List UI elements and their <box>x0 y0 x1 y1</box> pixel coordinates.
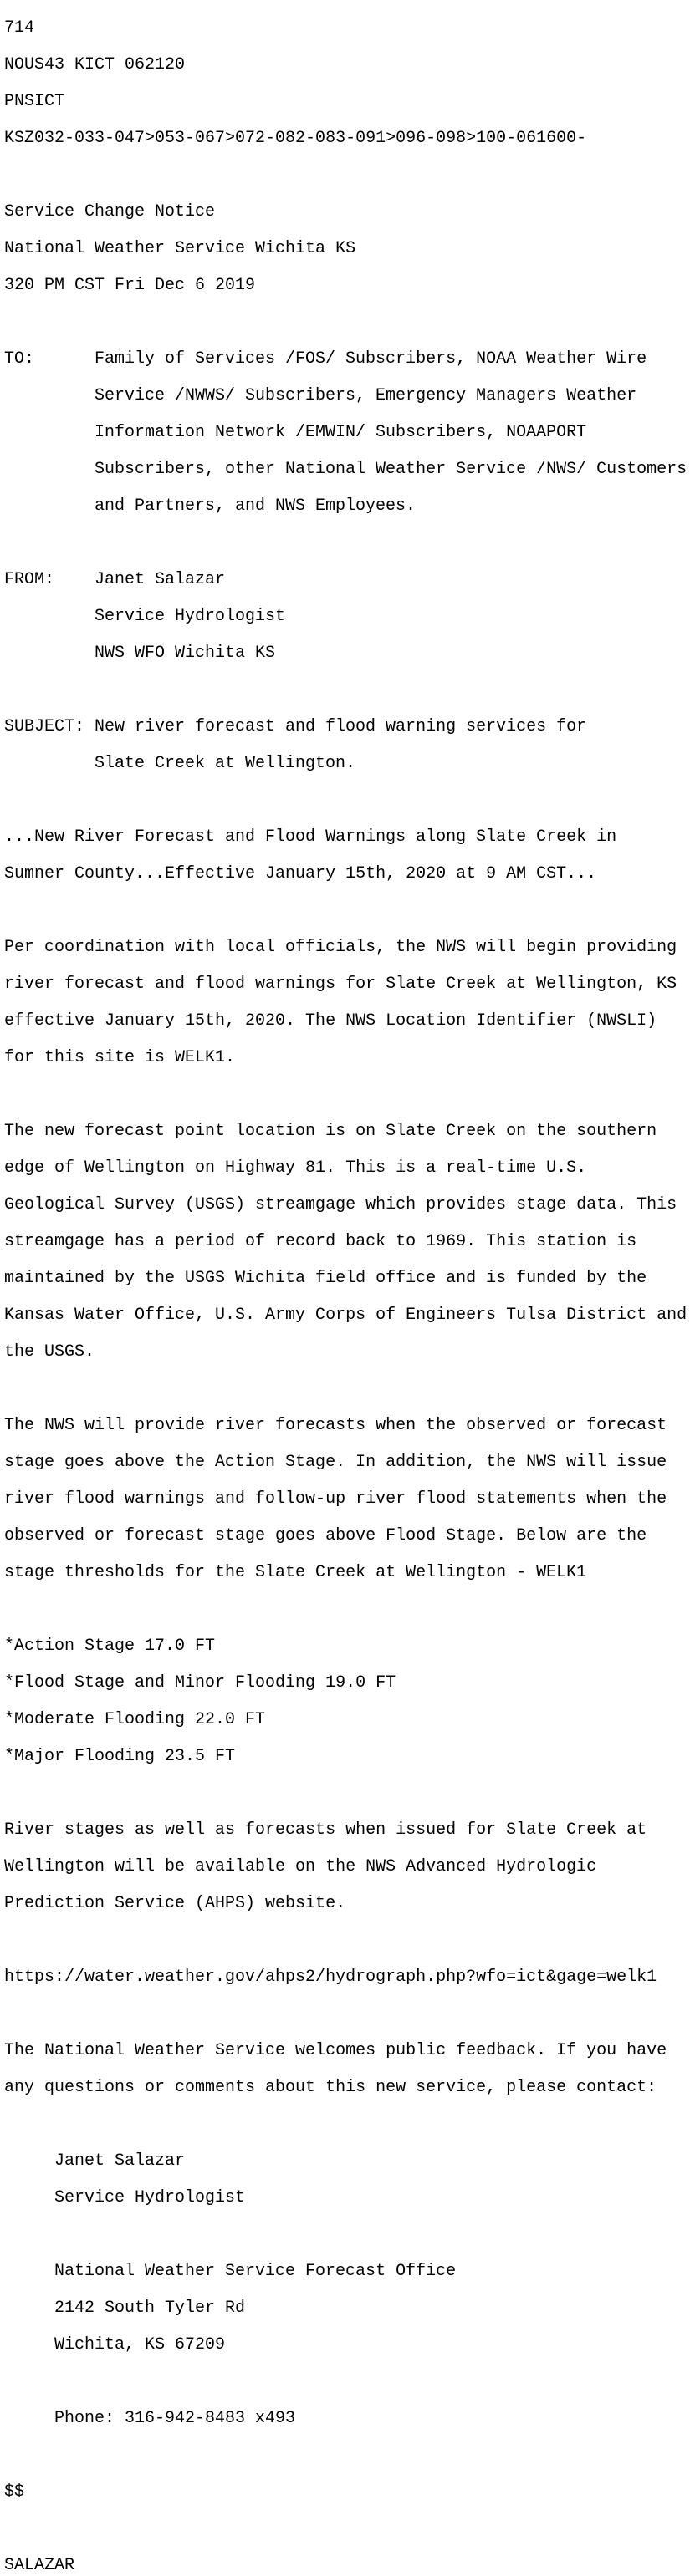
paragraph-line: The NWS will provide river forecasts when the observed or forecast <box>4 1416 667 1435</box>
headline-text: Sumner County...Effective January 15th, 2020 at 9 AM CST... <box>4 864 597 883</box>
paragraph-line: edge of Wellington on Highway 81. This is a real-time U.S. <box>4 1158 587 1178</box>
paragraph-line: Wellington will be available on the NWS Advanced Hydrologic <box>4 1857 597 1876</box>
issue-time: 320 PM CST Fri Dec 6 2019 <box>4 276 256 295</box>
blank-line <box>4 1932 690 1950</box>
paragraph-line: Kansas Water Office, U.S. Army Corps of Engineers Tulsa District and <box>4 1306 687 1325</box>
paragraph-line: Geological Survey (USGS) streamgage which provides stage data. This <box>4 1195 677 1214</box>
paragraph-line: Prediction Service (AHPS) website. <box>4 1894 346 1913</box>
blank-line <box>4 2226 690 2244</box>
from-label: FROM: <box>4 570 55 589</box>
paragraph-line: stage thresholds for the Slate Creek at Wellington - WELK1 <box>4 1563 587 1582</box>
blank-line <box>4 534 690 552</box>
blank-line <box>4 2373 690 2391</box>
blank-line <box>4 1086 690 1104</box>
contact-city: Wichita, KS 67209 <box>54 2335 226 2355</box>
paragraph-line: river flood warnings and follow-up river flood statements when the <box>4 1489 667 1509</box>
paragraph-line: River stages as well as forecasts when issued for Slate Creek at <box>4 1820 647 1840</box>
to-text: Family of Services /FOS/ Subscribers, NOAA Weather Wire <box>95 349 647 369</box>
paragraph-line: The new forecast point location is on Slate Creek on the southern <box>4 1122 657 1141</box>
blank-line <box>4 902 690 920</box>
author-signature: SALAZAR <box>4 2556 75 2575</box>
from-line <box>4 571 690 589</box>
from-text: Janet Salazar <box>95 570 226 589</box>
blank-line <box>4 1784 690 1803</box>
awips-id: PNSICT <box>4 92 65 111</box>
blank-line <box>4 681 690 700</box>
to-text: Information Network /EMWIN/ Subscribers, NOAAPORT <box>95 423 587 442</box>
paragraph-line: any questions or comments about this new service, please contact: <box>4 2078 657 2097</box>
paragraph-line: effective January 15th, 2020. The NWS Location Identifier (NWSLI) <box>4 1011 657 1031</box>
paragraph-line: river forecast and flood warnings for Slate Creek at Wellington, KS <box>4 975 677 994</box>
paragraph-line: Per coordination with local officials, the NWS will begin providing <box>4 938 677 957</box>
product-terminator: $$ <box>4 2482 25 2502</box>
blank-line <box>4 2005 690 2024</box>
wmo-header: NOUS43 KICT 062120 <box>4 55 186 74</box>
paragraph-line: The National Weather Service welcomes public feedback. If you have <box>4 2041 667 2060</box>
paragraph-line: streamgage has a period of record back to 1969. This station is <box>4 1232 637 1251</box>
from-text: NWS WFO Wichita KS <box>95 644 276 663</box>
to-text: Service /NWWS/ Subscribers, Emergency Managers Weather <box>95 386 637 405</box>
paragraph-line: for this site is WELK1. <box>4 1048 236 1067</box>
ugc-line: KSZ032-033-047>053-067>072-082-083-091>096-098>100-061600- <box>4 129 587 148</box>
paragraph-line: maintained by the USGS Wichita field office and is funded by the <box>4 1269 647 1288</box>
subject-text: Slate Creek at Wellington. <box>95 754 356 773</box>
contact-name: Janet Salazar <box>54 2151 186 2171</box>
contact-street: 2142 South Tyler Rd <box>54 2299 246 2318</box>
paragraph-line: stage goes above the Action Stage. In addition, the NWS will issue <box>4 1453 667 1472</box>
threshold-item: *Action Stage 17.0 FT <box>4 1637 216 1656</box>
sequence-number: 714 <box>4 18 35 38</box>
threshold-item: *Moderate Flooding 22.0 FT <box>4 1710 266 1729</box>
threshold-item: *Major Flooding 23.5 FT <box>4 1747 236 1766</box>
blank-line <box>4 792 690 810</box>
to-line <box>4 350 690 369</box>
to-text: and Partners, and NWS Employees. <box>95 496 417 516</box>
notice-title: Service Change Notice <box>4 202 216 221</box>
threshold-item: *Flood Stage and Minor Flooding 19.0 FT <box>4 1673 396 1693</box>
issuing-office: National Weather Service Wichita KS <box>4 239 356 258</box>
blank-line <box>4 166 690 185</box>
blank-line <box>4 1380 690 1398</box>
blank-line <box>4 2520 690 2538</box>
contact-office: National Weather Service Forecast Office <box>54 2262 457 2281</box>
to-label: TO: <box>4 349 35 369</box>
to-text: Subscribers, other National Weather Service /NWS/ Customers <box>95 460 687 479</box>
blank-line <box>4 2446 690 2465</box>
subject-line <box>4 718 690 736</box>
from-text: Service Hydrologist <box>95 607 286 626</box>
paragraph-line: the USGS. <box>4 1342 95 1362</box>
subject-text: New river forecast and flood warning services for <box>95 717 587 736</box>
ahps-url: https://water.weather.gov/ahps2/hydrograph.php?wfo=ict&gage=welk1 <box>4 1968 657 1987</box>
subject-label: SUBJECT: <box>4 717 85 736</box>
blank-line <box>4 1601 690 1619</box>
headline-text: ...New River Forecast and Flood Warnings along Slate Creek in <box>4 827 617 847</box>
contact-phone: Phone: 316-942-8483 x493 <box>54 2409 296 2428</box>
contact-role: Service Hydrologist <box>54 2188 246 2207</box>
blank-line <box>4 313 690 332</box>
paragraph-line: observed or forecast stage goes above Flood Stage. Below are the <box>4 1526 647 1545</box>
blank-line <box>4 2115 690 2134</box>
